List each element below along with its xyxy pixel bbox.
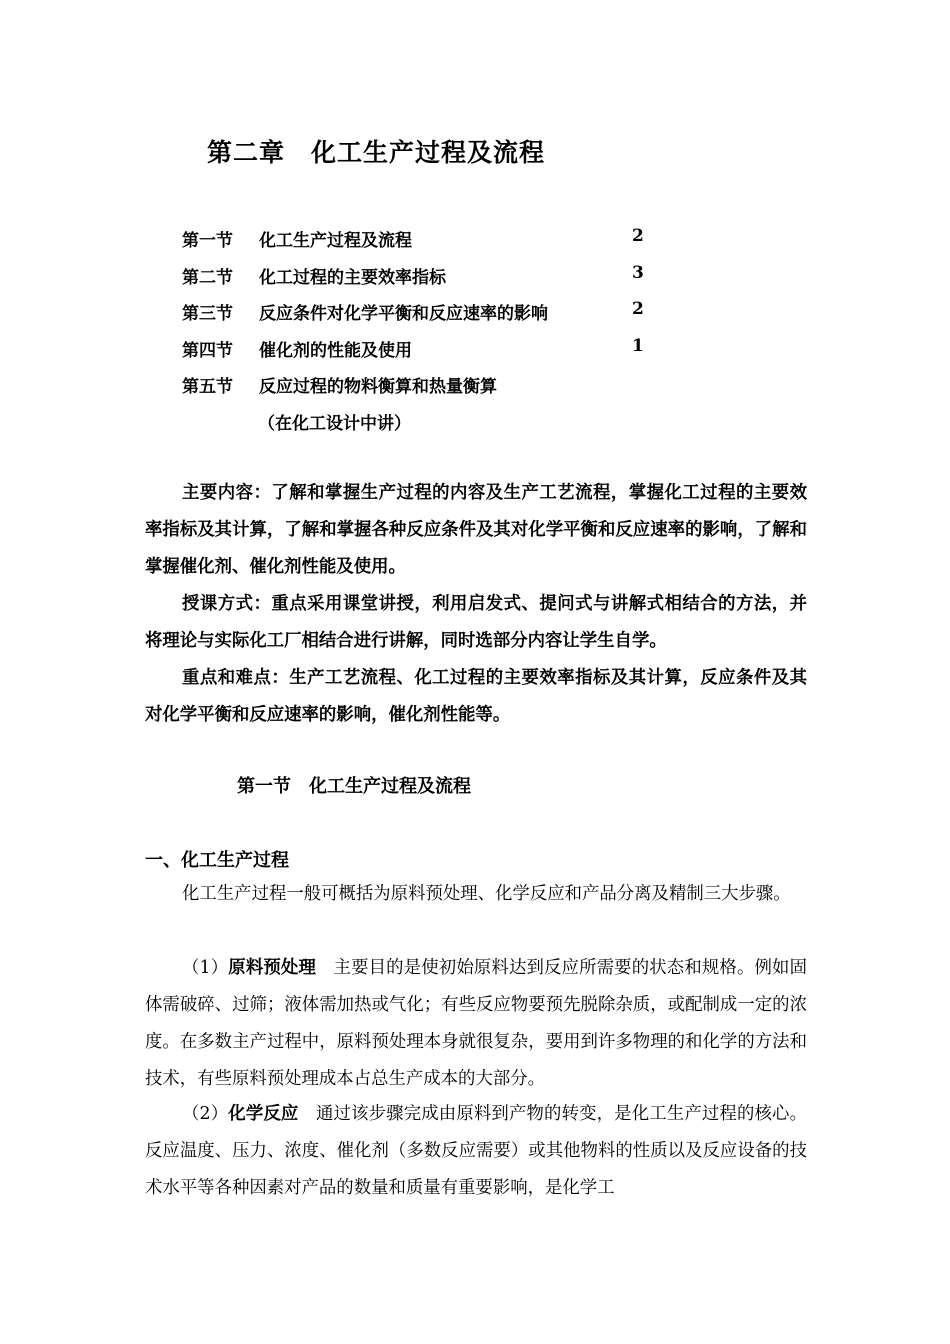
toc-section-title: 反应过程的物料衡算和热量衡算 — [259, 377, 497, 397]
toc-section-title: 催化剂的性能及使用 — [259, 341, 412, 361]
toc-note: （在化工设计中讲） — [258, 414, 411, 434]
step2-number: （2） — [182, 1104, 229, 1124]
key-points-paragraph: 重点和难点：生产工艺流程、化工过程的主要效率指标及其计算，反应条件及其对化学平衡和反应速率的影响，催化剂性能等。 — [145, 668, 807, 725]
sub-heading: 一、化工生产过程 — [145, 850, 289, 871]
toc-section-hours: 2 — [632, 299, 644, 319]
toc-section-number: 第三节 — [182, 304, 233, 324]
step1-text: 主要目的是使初始原料达到反应所需要的状态和规格。例如固体需破碎、过筛；液体需加热或气化；有些反应物要预先脱除杂质，或配制成一定的浓度。在多数主产过程中，原料预处理本身就很复杂，要用到许多物理的和化学的方法和技术，有些原料预处理成本占总生产成本的大部分。 — [145, 958, 807, 1089]
toc-section-title: 化工过程的主要效率指标 — [259, 268, 446, 288]
step2-term: 化学反应 — [228, 1104, 299, 1124]
toc-section-number: 第四节 — [182, 341, 233, 361]
toc-section-title: 化工生产过程及流程 — [259, 231, 412, 251]
toc-section-hours: 2 — [632, 226, 644, 246]
toc-section-number: 第五节 — [182, 377, 233, 397]
step1-number: （1） — [182, 958, 229, 978]
toc-section-number: 第二节 — [182, 268, 233, 288]
step1-paragraph — [145, 950, 807, 1098]
toc-section-hours: 1 — [632, 336, 644, 356]
teaching-method-paragraph: 授课方式：重点采用课堂讲授，利用启发式、提问式与讲解式相结合的方法，并将理论与实际化工厂相结合进行讲解，同时选部分内容让学生自学。 — [145, 594, 807, 651]
intro-paragraph: 化工生产过程一般可概括为原料预处理、化学反应和产品分离及精制三大步骤。 — [182, 884, 791, 904]
step1-term: 原料预处理 — [228, 958, 316, 978]
toc-section-number: 第一节 — [182, 231, 233, 251]
section-heading: 第一节 化工生产过程及流程 — [237, 776, 471, 797]
step2-text: 通过该步骤完成由原料到产物的转变，是化工生产过程的核心。反应温度、压力、浓度、催化剂（多数反应需要）或其他物料的性质以及反应设备的技术水平等各种因素对产品的数量和质量有重要影响，是化学工 — [145, 1104, 807, 1198]
chapter-title: 第二章 化工生产过程及流程 — [207, 138, 546, 167]
main-content-paragraph: 主要内容：了解和掌握生产过程的内容及生产工艺流程，掌握化工过程的主要效率指标及其计算，了解和掌握各种反应条件及其对化学平衡和反应速率的影响，了解和掌握催化剂、催化剂性能及使用。 — [145, 483, 807, 577]
toc-section-hours: 3 — [632, 263, 644, 283]
step2-paragraph — [145, 1096, 807, 1207]
toc-section-title: 反应条件对化学平衡和反应速率的影响 — [259, 304, 548, 324]
